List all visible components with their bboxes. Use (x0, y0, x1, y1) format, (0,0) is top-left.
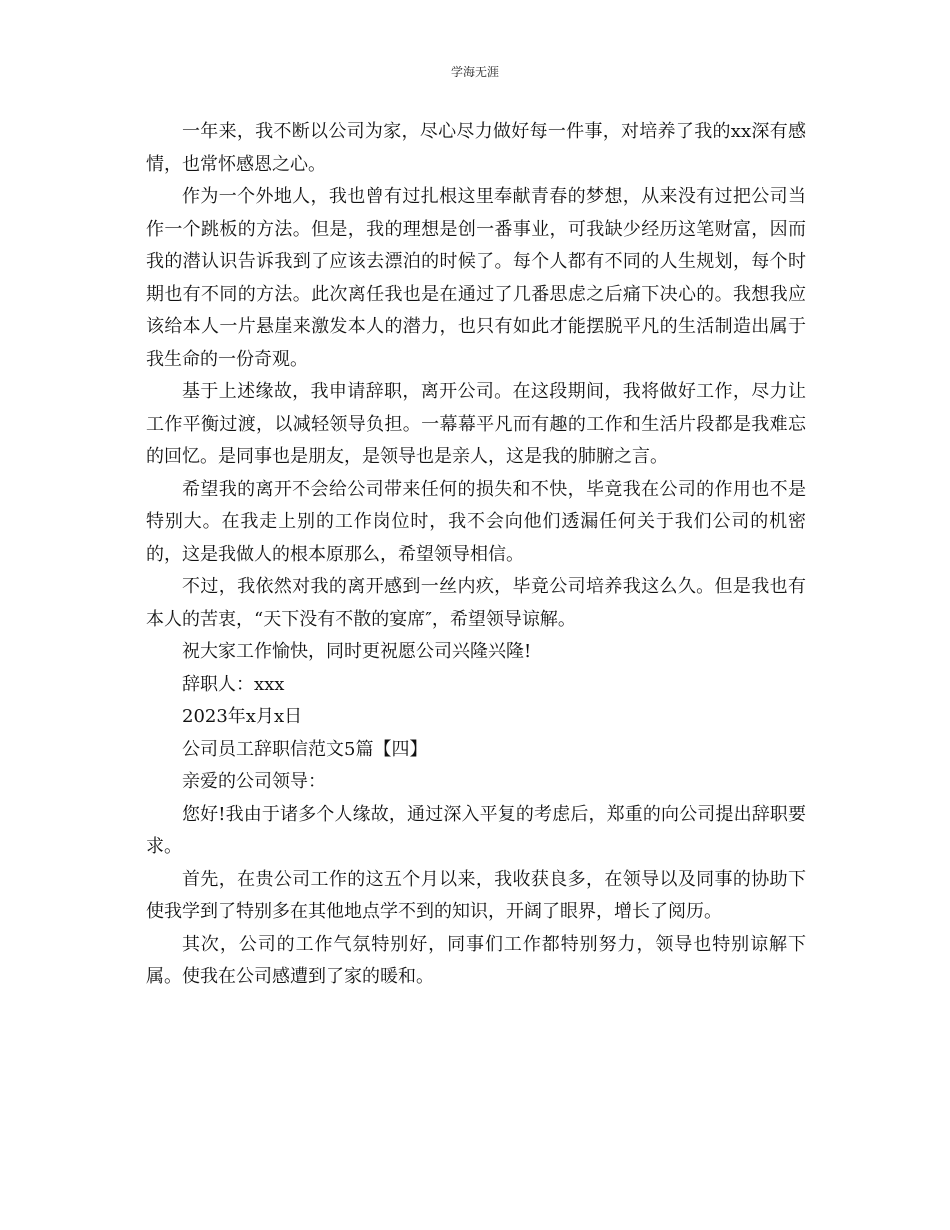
date-line: 2023年x月x日 (182, 706, 303, 727)
page-header: 学海无涯 (450, 65, 499, 79)
paragraph-second-point: 其次，公司的工作气氛特别好，同事们工作都特别努力，领导也特别谅解下属。使我在公司感遭到了家的暖和。 (146, 933, 806, 987)
paragraph-first-point: 首先，在贵公司工作的这五个月以来，我收获良多，在领导以及同事的协助下使我学到了特别多在其他地点学不到的知识，开阔了眼界，增长了阅历。 (146, 868, 806, 922)
paragraph-resignation-request: 基于上述缘故，我申请辞职，离开公司。在这段期间，我将做好工作，尽力让工作平衡过渡，以减轻领导负担。一幕幕平凡而有趣的工作和生活片段都是我难忘的回忆。是同事也是朋友，是领导也是亲人，这是我的肺腑之言。 (146, 381, 806, 467)
document-body (146, 116, 806, 994)
paragraph-opening: 您好!我由于诸多个人缘故，通过深入平复的考虑后，郑重的向公司提出辞职要求。 (146, 803, 806, 857)
signature-line: 辞职人：xxx (182, 673, 285, 695)
paragraph-confidentiality: 希望我的离开不会给公司带来任何的损失和不快，毕竟我在公司的作用也不是特别大。在我走上别的工作岗位时，我不会向他们透漏任何关于我们公司的机密的，这是我做人的根本原那么，希望领导相信。 (146, 478, 806, 565)
paragraph-wishes: 祝大家工作愉快，同时更祝愿公司兴隆兴隆! (182, 641, 532, 662)
section-heading: 公司员工辞职信范文5篇【四】 (182, 738, 428, 760)
paragraph-apology: 不过，我依然对我的离开感到一丝内疚，毕竟公司培养我这么久。但是我也有本人的苦衷，“天下没有不散的宴席″，希望领导谅解。 (146, 576, 806, 630)
paragraph-gratitude: 一年来，我不断以公司为家，尽心尽力做好每一件事，对培养了我的xx深有感情，也常怀感恩之心。 (146, 121, 806, 175)
paragraph-reasons: 作为一个外地人，我也曾有过扎根这里奉献青春的梦想，从来没有过把公司当作一个跳板的方法。但是，我的理想是创一番事业，可我缺少经历这笔财富，因而我的潜认识告诉我到了应该去漂泊的时候了。每个人都有不同的人生规划，每个时期也有不同的方法。此次离任我也是在通过了几番思虑之后痛下决心的。我想我应该给本人一片悬崖来激发本人的潜力，也只有如此才能摆脱平凡的生活制造出属于我生命的一份奇观。 (146, 186, 806, 370)
salutation: 亲爱的公司领导： (182, 771, 326, 792)
